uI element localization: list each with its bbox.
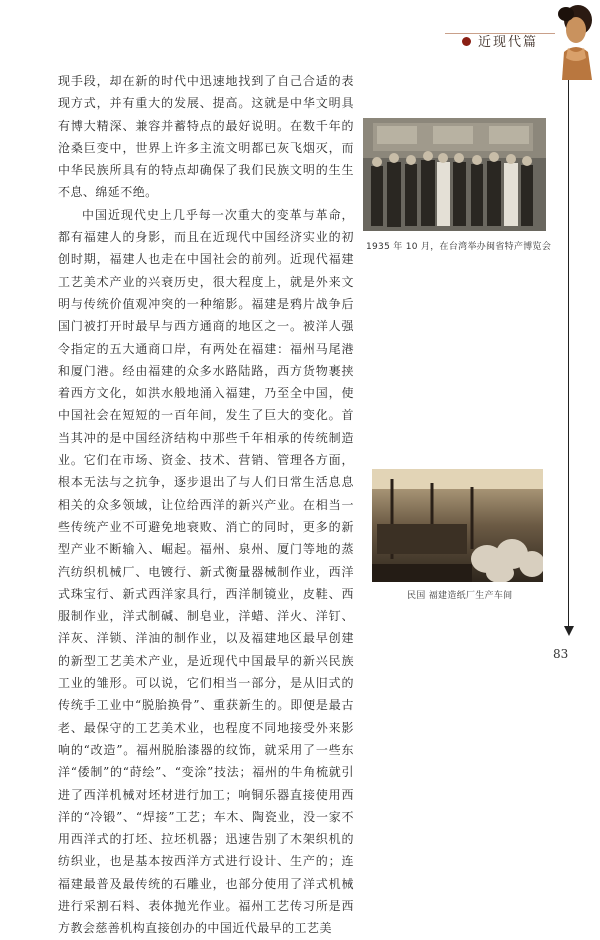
photo-caption: 民国 福建造纸厂生产车间	[407, 591, 513, 601]
arrow-down-icon	[564, 626, 574, 636]
section-title: 近现代篇	[478, 35, 539, 50]
margin-rule	[568, 80, 569, 632]
header-bullet-icon	[462, 37, 471, 46]
body-text	[58, 70, 354, 940]
factory-workshop-photo	[372, 469, 543, 582]
paragraph: 中国近现代史上几乎每一次重大的变革与革命，都有福建人的身影，而且在近现代中国经济实业的初创时期，福建人也走在中国社会的前列。近现代福建工艺美术产业的兴衰历史，很大程度上，就是外来文明与传统价值观冲突的一种缩影。福建是鸦片战争后国门被打开时最早与西方通商的地区之一。被洋人强令指定的五大通商口岸，有两处在福建：福州马尾港和厦门港。经由福建的众多水路陆路，西方货物裹挟着西方文化，如洪水般地涌入福建，乃至全中国，使中国社会在短短的一百年间，发生了巨大的变化。首当其冲的是中国经济结构中那些千年相承的传统制造业。它们在市场、资金、技术、营销、管理各方面，根本无法与之抗争，逐步退出了与人们日常生活息息相关的众多领域，让位给西洋的新兴产业。在相当一些传统产业不可避免地衰败、消亡的同时，更多的新型产业不断输入、崛起。福州、泉州、厦门等地的蒸汽纺织机械厂、电镀行、新式衡量器械制作业，西洋式珠宝行、新式西洋家具行，西洋制镜业，皮鞋、西服制作业，洋式制碱、制皂业，洋蜡、洋火、洋钉、洋灰、洋锁、洋油的制作业，以及福建地区最早创建的新型工艺美术产业，是近现代中国最早的新兴民族工业的雏形。可以说，它们相当一部分，是从旧式的传统手工业中“脱胎换骨”、重获新生的。即便是最古老、最保守的工艺美术业，也程度不同地接受外来影响的“改造”。福州脱胎漆器的纹饰，就采用了一些东洋“倭制”的“莳绘”、“变涂”技法；福州的牛角梳就引进了西洋机械对坯材进行加工；响铜乐器直接使用西洋的“冷锻”、“焊接”工艺；车木、陶瓷业，没一家不用西洋式的打坯、拉坯机器；迅速告别了木架织机的纺织业，也是基本按西洋方式进行设计、生产的；连福建最普及最传统的石雕业，也部分使用了洋式机械进行采割石料、表体抛光作业。福州工艺传习所是西方教会慈善机构直接创办的中国近代最早的工艺美	[58, 207, 354, 936]
paragraph: 现手段，却在新的时代中迅速地找到了自己合适的表现方式，并有重大的发展、提高。这就是中华文明具有博大精深、兼容并蓄特点的最好说明。在数千年的沧桑巨变中，世界上许多主流文明都已灰飞烟灭，而中华民族所具有的特点却确保了我们民族文明的生生不息、绵延不绝。	[58, 74, 354, 200]
page-number: 83	[553, 647, 569, 661]
group-photo	[363, 118, 546, 231]
page-header	[0, 0, 600, 80]
photo-caption: 1935 年 10 月，在台湾举办闽省特产博览会	[366, 242, 552, 252]
sculpted-head-icon	[548, 0, 600, 80]
